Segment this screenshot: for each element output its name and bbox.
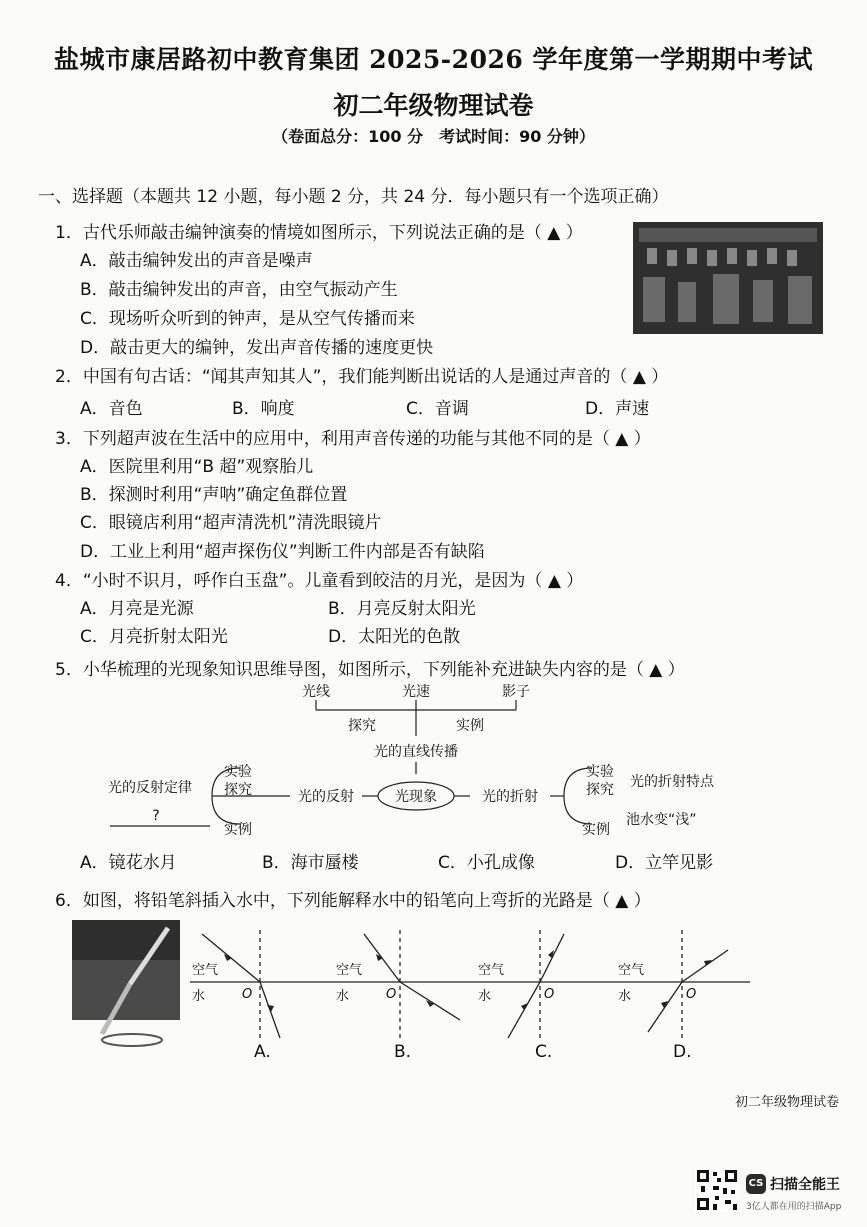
q3-option-a: A．医院里利用“B 超”观察胎儿 [80, 457, 314, 477]
scanner-tagline: 3亿人都在用的扫描App [746, 1202, 842, 1212]
d2-air-label: 空气 [336, 963, 363, 978]
bianzhong-photo [633, 222, 823, 334]
page-footer-label: 初二年级物理试卷 [735, 1095, 840, 1110]
map-label-example-right: 实例 [582, 822, 610, 838]
q1-option-b: B．敲击编钟发出的声音，由空气振动产生 [80, 280, 398, 300]
map-label-experiment-right: 实验 [586, 764, 614, 780]
q6-option-b: B. [394, 1042, 412, 1062]
d4-point-label: O [686, 987, 697, 1002]
map-node-center: 光现象 [395, 789, 437, 805]
q4-stem: 4．“小时不识月，呼作白玉盘”。儿童看到皎洁的月光，是因为（ ▲ ） [55, 571, 584, 591]
exam-title: 盐城市康居路初中教育集团 2025-2026 学年度第一学期期中考试 [54, 45, 813, 74]
d3-air-label: 空气 [478, 963, 505, 978]
q4-option-b: B．月亮反射太阳光 [328, 599, 476, 619]
map-node-light-speed: 光速 [402, 684, 430, 700]
q2-option-d: D．声速 [585, 399, 650, 419]
q4-option-a: A．月亮是光源 [80, 599, 194, 619]
q6-option-c: C. [535, 1042, 553, 1062]
map-label-example-left: 实例 [224, 822, 252, 838]
q6-stem: 6．如图，将铅笔斜插入水中，下列能解释水中的铅笔向上弯折的光路是（ ▲ ） [55, 891, 651, 911]
d2-water-label: 水 [336, 989, 350, 1004]
q3-option-d: D．工业上利用“超声探伤仪”判断工件内部是否有缺陷 [80, 542, 485, 562]
map-node-straight: 光的直线传播 [374, 744, 458, 760]
q6-option-d: D. [673, 1042, 692, 1062]
q3-stem: 3．下列超声波在生活中的应用中，利用声音传递的功能与其他不同的是（ ▲ ） [55, 429, 651, 449]
pencil-photo [72, 914, 182, 1056]
q2-option-c: C．音调 [406, 399, 469, 419]
d4-water-label: 水 [618, 989, 632, 1004]
section-heading: 一、选择题（本题共 12 小题，每小题 2 分，共 24 分．每小题只有一个选项正确） [38, 187, 669, 207]
q3-option-b: B．探测时利用“声呐”确定鱼群位置 [80, 485, 348, 505]
map-label-example-top: 实例 [456, 718, 484, 734]
d3-water-label: 水 [478, 989, 492, 1004]
map-node-shadow: 影子 [502, 684, 530, 700]
d2-point-label: O [386, 987, 397, 1002]
map-label-inquiry-left: 探究 [224, 782, 252, 798]
q5-option-c: C．小孔成像 [438, 853, 535, 873]
q5-option-b: B．海市蜃楼 [262, 853, 359, 873]
map-label-experiment-left: 实验 [224, 764, 252, 780]
map-node-refraction-feature: 光的折射特点 [630, 774, 714, 790]
map-label-inquiry-right: 探究 [586, 782, 614, 798]
map-node-reflection-law: 光的反射定律 [108, 780, 192, 796]
q3-option-c: C．眼镜店利用“超声清洗机”清洗眼镜片 [80, 513, 382, 533]
map-node-light-ray: 光线 [302, 684, 330, 700]
scanner-name: 扫描全能王 [770, 1177, 840, 1193]
q4-option-d: D．太阳光的色散 [328, 627, 461, 647]
q5-option-a: A．镜花水月 [80, 853, 177, 873]
d1-air-label: 空气 [192, 963, 219, 978]
light-path-diagrams [180, 920, 780, 1060]
mind-map [100, 682, 760, 844]
map-node-pool: 池水变“浅” [626, 812, 697, 828]
map-label-explore: 探究 [348, 718, 376, 734]
q4-option-c: C．月亮折射太阳光 [80, 627, 228, 647]
d1-point-label: O [242, 987, 253, 1002]
q1-option-d: D．敲击更大的编钟，发出声音传播的速度更快 [80, 338, 434, 358]
map-node-missing: ? [152, 808, 160, 824]
qr-code-icon [695, 1168, 739, 1212]
exam-meta: （卷面总分：100 分 考试时间：90 分钟） [272, 127, 595, 146]
q2-stem: 2．中国有句古话：“闻其声知其人”，我们能判断出说话的人是通过声音的（ ▲ ） [55, 367, 669, 387]
q5-stem: 5．小华梳理的光现象知识思维导图，如图所示，下列能补充进缺失内容的是（ ▲ ） [55, 660, 685, 680]
map-node-refraction: 光的折射 [482, 789, 538, 805]
q5-option-d: D．立竿见影 [615, 853, 714, 873]
d1-water-label: 水 [192, 989, 206, 1004]
q1-option-a: A．敲击编钟发出的声音是噪声 [80, 251, 313, 271]
map-node-reflection: 光的反射 [298, 789, 354, 805]
q1-option-c: C．现场听众听到的钟声，是从空气传播而来 [80, 309, 415, 329]
scanner-logo-icon: CS [746, 1174, 766, 1194]
q2-option-a: A．音色 [80, 399, 143, 419]
q1-stem: 1．古代乐师敲击编钟演奏的情境如图所示，下列说法正确的是（ ▲ ） [55, 223, 583, 243]
q6-option-a: A. [254, 1042, 271, 1062]
d4-air-label: 空气 [618, 963, 645, 978]
exam-subtitle: 初二年级物理试卷 [333, 91, 534, 120]
d3-point-label: O [544, 987, 555, 1002]
q2-option-b: B．响度 [232, 399, 295, 419]
